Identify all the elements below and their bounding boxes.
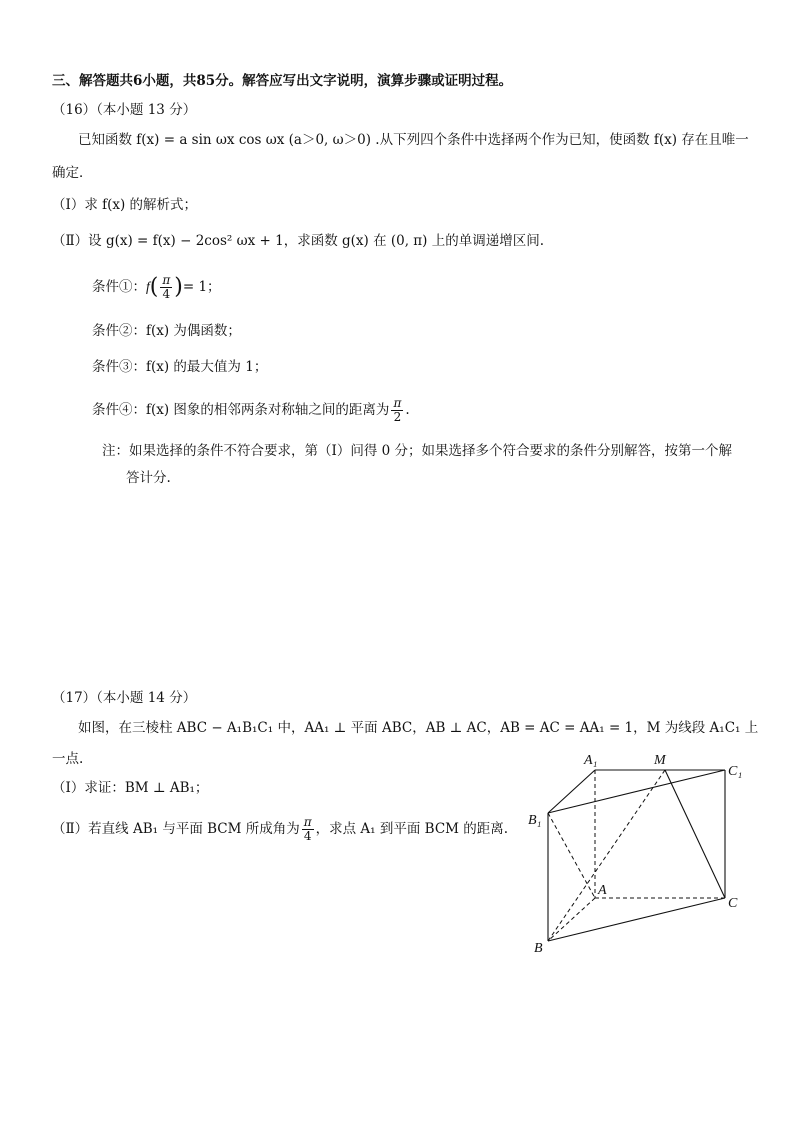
cond1-fraction bbox=[160, 274, 172, 301]
q16-intro-line2: 确定． bbox=[52, 165, 93, 181]
cond4-post: . bbox=[405, 402, 410, 418]
q16-note-line1: 注：如果选择的条件不符合要求，第（Ⅰ）问得 0 分；如果选择多个符合要求的条件分别解答，按第一个解 bbox=[102, 443, 733, 459]
cond1-label: 条件①： bbox=[92, 279, 146, 295]
edge-m-c bbox=[665, 770, 725, 898]
cond1-post: = 1； bbox=[182, 279, 221, 295]
label-a1: A₁ bbox=[584, 753, 598, 768]
cond4-num: π bbox=[393, 396, 402, 410]
q17-part2 bbox=[52, 815, 508, 843]
cond1-num: π bbox=[162, 273, 171, 287]
q17-intro-line2: 一点. bbox=[52, 751, 84, 767]
cond4-fraction bbox=[391, 397, 403, 424]
q17-part2-post: ，求点 A₁ 到平面 BCM 的距离. bbox=[315, 821, 509, 837]
label-c1: C₁ bbox=[728, 764, 743, 779]
label-c: C bbox=[728, 896, 738, 911]
section-header: 三、解答题共6小题，共85分。解答应写出文字说明，演算步骤或证明过程。 bbox=[52, 73, 513, 89]
q17-part2-pre: （Ⅱ）若直线 AB₁ 与平面 BCM 所成角为 bbox=[52, 821, 300, 837]
label-b1: B₁ bbox=[528, 813, 542, 828]
label-a: A bbox=[598, 883, 607, 898]
q16-part1: （Ⅰ）求 f(x) 的解析式； bbox=[52, 197, 198, 213]
q16-note-line2: 答计分. bbox=[126, 470, 171, 486]
edge-b1-a-dashed bbox=[548, 813, 595, 898]
cond4-text: 条件④：f(x) 图象的相邻两条对称轴之间的距离为 bbox=[92, 402, 390, 418]
q17-header: （17）（本小题 14 分） bbox=[52, 690, 197, 706]
q17-part1: （Ⅰ）求证：BM ⊥ AB₁； bbox=[52, 780, 209, 796]
edge-b-m-dashed bbox=[548, 770, 665, 941]
edge-b1-c1 bbox=[548, 770, 725, 813]
q17-part2-num: π bbox=[303, 815, 312, 829]
q16-header: （16）（本小题 13 分） bbox=[52, 102, 197, 118]
q16-condition-2: 条件②：f(x) 为偶函数； bbox=[92, 323, 241, 339]
label-b: B bbox=[534, 941, 543, 956]
label-m: M bbox=[654, 753, 666, 768]
q16-condition-4 bbox=[92, 396, 410, 424]
q17-part2-den: 4 bbox=[303, 829, 312, 843]
cond1-func: f bbox=[146, 279, 150, 294]
edge-a1-b1 bbox=[548, 770, 595, 813]
q16-intro-line1: 已知函数 f(x) = a sin ωx cos ωx (a＞0, ω＞0) .从下列四个条件中选择两个作为已知，使函数 f(x) 存在且唯一 bbox=[78, 132, 749, 148]
edge-a-b-dashed bbox=[548, 898, 595, 941]
q17-part2-fraction bbox=[302, 816, 314, 843]
prism-figure bbox=[520, 748, 780, 963]
cond4-den: 2 bbox=[393, 410, 402, 424]
cond1-den: 4 bbox=[162, 287, 171, 301]
q16-condition-3: 条件③：f(x) 的最大值为 1； bbox=[92, 359, 268, 375]
edge-b-c bbox=[548, 898, 725, 941]
q16-condition-1: 条件①：f( $\frac{\pi}{4}$ )= 1； bbox=[92, 273, 221, 301]
q17-intro-line1: 如图，在三棱柱 ABC − A₁B₁C₁ 中，AA₁ ⊥ 平面 ABC，AB ⊥ AC，AB = AC = AA₁ = 1，M 为线段 A₁C₁ 上 bbox=[78, 720, 759, 736]
q16-part2: （Ⅱ）设 g(x) = f(x) − 2cos² ωx + 1，求函数 g(x) 在 (0, π) 上的单调递增区间. bbox=[52, 233, 545, 249]
